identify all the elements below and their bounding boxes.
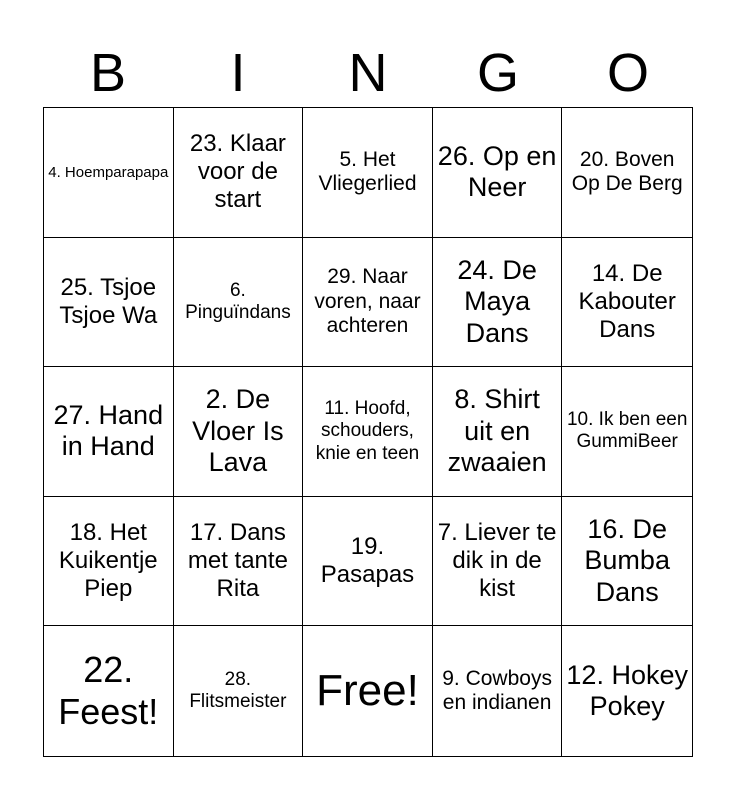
cell-label: 12. Hokey Pokey — [566, 659, 688, 722]
cell-label: 6. Pinguïndans — [185, 279, 291, 323]
bingo-cell[interactable] — [433, 497, 563, 627]
bingo-cell[interactable] — [433, 238, 563, 368]
cell-label: 23. Klaar voor de start — [189, 130, 286, 214]
cell-label: 19. Pasapas — [320, 533, 415, 589]
cell-label: 7. Liever te dik in de kist — [437, 518, 557, 603]
cell-label: 2. De Vloer Is Lava — [192, 384, 284, 478]
cell-label: 5. Het Vliegerlied — [318, 147, 417, 196]
bingo-cell[interactable] — [174, 108, 304, 238]
bingo-cell[interactable] — [44, 367, 174, 497]
header-letter-b: B — [89, 43, 127, 103]
cell-label: 22. Feest! — [58, 649, 159, 733]
bingo-cell[interactable] — [44, 108, 174, 238]
bingo-cell[interactable] — [433, 367, 563, 497]
bingo-cell[interactable] — [303, 238, 433, 368]
bingo-cell[interactable] — [303, 367, 433, 497]
bingo-cell[interactable] — [562, 238, 692, 368]
bingo-cell-free[interactable] — [303, 626, 433, 756]
bingo-cell[interactable] — [303, 108, 433, 238]
bingo-cell[interactable] — [433, 108, 563, 238]
cell-label: 18. Het Kuikentje Piep — [58, 518, 158, 603]
cell-label: Free! — [316, 666, 419, 716]
cell-label: 26. Op en Neer — [437, 140, 557, 203]
cell-label: 25. Tsjoe Tsjoe Wa — [59, 273, 158, 329]
bingo-cell[interactable] — [44, 497, 174, 627]
cell-label: 16. De Bumba Dans — [584, 513, 670, 607]
bingo-cell[interactable] — [562, 626, 692, 756]
bingo-cell[interactable] — [174, 626, 304, 756]
cell-label: 27. Hand in Hand — [53, 399, 164, 462]
bingo-grid — [43, 107, 693, 757]
bingo-cell[interactable] — [562, 367, 692, 497]
bingo-cell[interactable] — [303, 497, 433, 627]
cell-label: 17. Dans met tante Rita — [187, 518, 288, 603]
bingo-cell[interactable] — [562, 497, 692, 627]
cell-label: 4. Hoemparapapa — [48, 163, 169, 181]
header-letter-n: N — [348, 43, 388, 103]
cell-label: 8. Shirt uit en zwaaien — [447, 384, 547, 478]
cell-label: 9. Cowboys en indianen — [442, 666, 552, 715]
bingo-cell[interactable] — [174, 238, 304, 368]
cell-label: 14. De Kabouter Dans — [578, 259, 676, 343]
cell-label: 10. Ik ben een GummiBeer — [566, 409, 688, 453]
cell-label: 28. Flitsmeister — [189, 668, 287, 713]
header-letter-g: G — [476, 43, 519, 103]
cell-label: 20. Boven Op De Berg — [571, 147, 683, 196]
cell-label: 24. De Maya Dans — [457, 254, 537, 348]
header-letter-o: O — [606, 43, 649, 103]
bingo-header — [43, 40, 693, 106]
bingo-cell[interactable] — [174, 367, 304, 497]
bingo-cell[interactable] — [562, 108, 692, 238]
header-letter-i: I — [230, 43, 246, 103]
cell-label: 11. Hoofd, schouders, knie en teen — [315, 398, 420, 464]
bingo-cell[interactable] — [44, 626, 174, 756]
bingo-cell[interactable] — [433, 626, 563, 756]
cell-label: 29. Naar voren, naar achteren — [314, 265, 421, 338]
bingo-cell[interactable] — [44, 238, 174, 368]
bingo-cell[interactable] — [174, 497, 304, 627]
